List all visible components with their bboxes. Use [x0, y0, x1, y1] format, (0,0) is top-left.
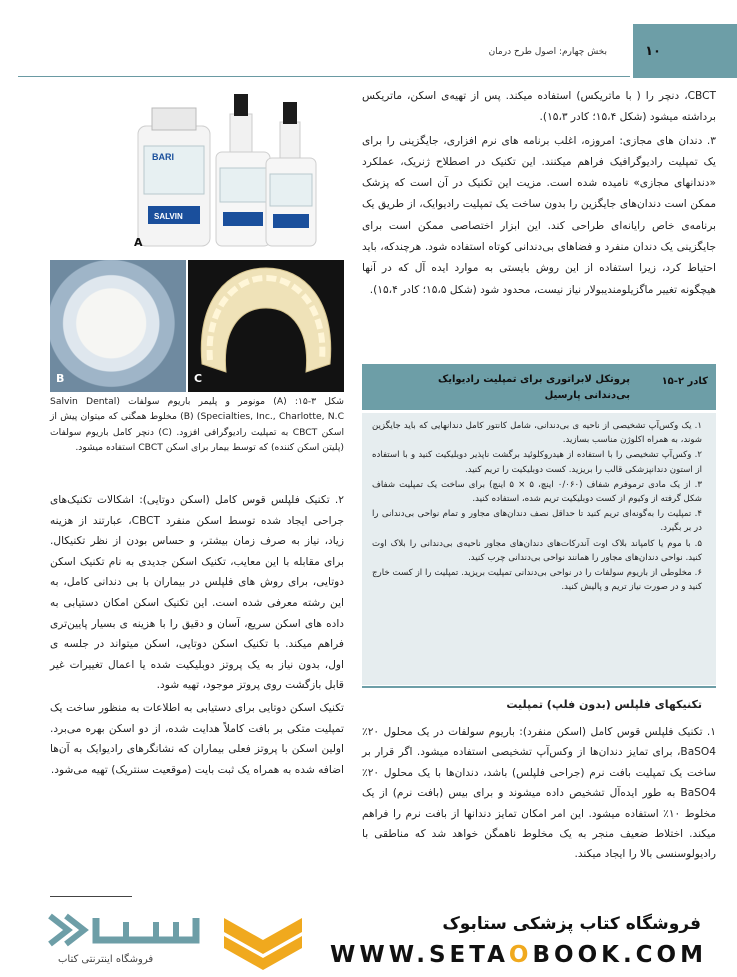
bottle-maker-text: SALVIN [154, 212, 183, 221]
figure-label-c: C [194, 372, 203, 385]
list-item: ۲. وکس‌آپ تشخیصی را با استفاده از هیدروکلوئید برگشت ناپذیر دوبلیکیت کنید و با استفاده از استون دندانپزشکی قالب را بریزید. کست دوبلیکیت را تریم کنید. [372, 450, 702, 475]
paragraph: ۱. تکنیک فلپلس قوس کامل (اسکن منفرد): باریوم سولفات در یک محلول ۲۰٪ BaSO4، برای تمایز دندان‌ها از وکس‌آپ تشخیصی استفاده میشود. اگر قرار بر ساخت یک تمپلیت بافت نرم (جراحی فلپلس) باشد، دندان‌ها با یک محلول ۲۰٪ BaSO4 به طور ایده‌آل تشخیص داده میشوند و برای بیس (بافت نرم) از یک مخلوط ۱۰٪ استفاده میشود. این امر امکان تمایز دندانها از بافت نرم را فراهم میکند. اختلاط ضعیف منجر به یک مخلوط ناهمگن خواهد شد که مناطقی با رادیولوسنسی بالا را ایجاد میکند. [362, 726, 716, 861]
paragraph: ۲. تکنیک فلپلس قوس کامل (اسکن دوتایی): اشکالات تکنیک‌های جراحی ایجاد شده توسط اسکن منفرد CBCT، عبارتند از هزینه زیاد، نیاز به صرف زمان بیشتر، و حساس بودن از نظر تکنیکال. برای مقابله با این معایب، تکنیک اسکن جدیدی به نام تکنیک اسکن دوتایی، برای روش های فلپلس در بیماران با بی دندانی کامل، به این رشته معرفی شده است. این تکنیک اسکن امکان دستیابی به داده های اسکن سریع، آسان و دقیق را با هزینه ی بسیار پایین‌تری فراهم میکند. با تکنیک اسکن دوتایی، اسکن میتواند در جلسه ی اول، بدون نیاز به یک پروتز دوبلیکیت شده یا اعمال تغییرات غیر قابل بازگشت روی پروتز موجود، تهیه شود. [50, 494, 345, 692]
url-prefix: WWW.SETA [329, 942, 509, 968]
store-name: فروشگاه کتاب پزشکی ستابوک [442, 914, 701, 934]
bottles-image [130, 88, 320, 258]
protocol-list [372, 419, 702, 594]
bottle-brand-text: BARI [152, 152, 174, 162]
list-item: ۴. تمپلیت را به‌گونه‌ای تریم کنید تا حداقل نصف دندان‌های مجاور و تمام نواحی بی‌دندانی را در بر بگیرد. [372, 509, 702, 534]
box-body [362, 413, 716, 685]
figure-15-3 [50, 88, 344, 392]
denture-image [188, 260, 344, 392]
paragraph: CBCT، دنچر را ( با ماتریکس) استفاده میکند. پس از تهیه‌ی اسکن، ماتریکس برداشته میشود (شکل ۱۵،۴؛ کادر ۱۵،۳). [362, 90, 716, 124]
list-item: ۶. مخلوطی از باریوم سولفات را در نواحی بی‌دندانی تمپلیت بریزید. تمپلیت را از کست خارج کنید و در صورت نیاز تریم و پالیش کنید. [372, 568, 702, 593]
logo-subtitle: فروشگاه اینترنتی کتاب [58, 954, 154, 965]
setabook-logo-text [46, 908, 206, 952]
barium-mixture-photo [50, 260, 186, 392]
figure-caption: شکل ۳-۱۵: (A) مونومر و پلیمر باریوم سولفات (Salvin Dental Specialties, Inc., Charlotte, N.C) (B) مخلوط همگنی که میتوان پیش از اسکن CBCT به تمپلیت رادیوگرافی افزود. (C) دنچر کامل باریوم سولفات (پلیتن اسکن کننده) که توسط بیمار برای اسکن CBCT استفاده میشود. [50, 396, 345, 453]
barium-denture-photo [188, 260, 344, 392]
page-header [0, 24, 737, 82]
box-label: کادر ۲-۱۵ [661, 376, 708, 387]
paragraph: تکنیک اسکن دوتایی برای دستیابی به اطلاعات به منظور ساخت یک تمپلیت متکی بر بافت کاملاً هدایت شده، از دو اسکن بهره می‌برد. اولین اسکن با پروتز فعلی بیماران که نشانگرهای رادیوایک به آن‌ها اضافه شده به همراه یک ثبت بایت (موقعیت سنتریک) تهیه می‌شود. [50, 701, 344, 776]
list-item: ۵. با موم یا کامپاند بلاک اوت آندرکات‌های دندان‌های مجاور ناحیه‌ی بی‌دندانی را بلاک اوت کنید. نواحی دندان‌های مجاور را همانند نواحی بی‌دندانی چرب کنید. [372, 538, 702, 563]
section-heading: تکنیکهای فلپلس (بدون فلپ) تمپلیت [506, 698, 702, 711]
store-banner [0, 902, 737, 977]
store-url[interactable] [330, 942, 707, 968]
box-header [362, 364, 716, 410]
box-bottom-rule [362, 686, 716, 688]
footnote-rule [50, 896, 132, 897]
list-item: ۳. از یک مادی ترموفرم شفاف (۰/۰۶۰ اینچ، ۵ × ۵ اینچ) برای ساخت یک تمپلیت شفاف شکل گرفته از وکیوم از کست دوبلیکیت تریم شده، استفاده کنید. [372, 479, 702, 505]
figure-label-a: A [134, 236, 143, 249]
left-column [50, 490, 344, 780]
url-highlight: O [508, 942, 533, 968]
paragraph: ۳. دندان های مجازی: امروزه، اغلب برنامه های نرم افزاری، جایگزینی را برای یک تمپلیت رادیوگرافیک فراهم میکنند. این تکنیک در اصطلاح ژنریک، عملکرد «دندانهای مجازی» نامیده شده است. مزیت این تکنیک در آن است که پزشک ممکن است دندان‌های جایگزین را بدون ساخت یک تمپلیت رادیوایک، از طریق یک برنامه‌ی خاص رایانه‌ای طراحی کند. این ابزار اختصاصی ممکن است برای جایگزینی یک دندان منفرد و فضاهای بی‌دندانی کوتاه استفاده شود. هرچندکه، باید احتیاط کرد، زیرا استفاده از این روش بایستی به موارد ایده آل که در آنها هیچگونه تغییر ماگزیلومندیبولار نیاز نیست، محدود شود (شکل ۱۵،۵؛ کادر ۱۵،۴). [362, 134, 716, 296]
list-item: ۱. یک وکس‌آپ تشخیصی از ناحیه ی بی‌دندانی، شامل کانتور کامل دندانهایی که باید جایگزین شوند، به همراه اکلوژن مناسب بسازید. [372, 421, 702, 446]
section-body [362, 722, 716, 865]
box-title: پروتکل لابراتوری برای تمپلیت رادیوایک بی‌دندانی پارسیل [437, 374, 630, 401]
page-number: ۱۰ [645, 44, 661, 59]
chevron-logo-icon [220, 912, 306, 970]
chapter-title: بخش چهارم: اصول طرح درمان [488, 47, 607, 57]
header-rule [18, 76, 630, 77]
url-suffix: BOOK.COM [532, 942, 707, 968]
right-column [362, 86, 716, 301]
figure-label-b: B [56, 372, 65, 385]
